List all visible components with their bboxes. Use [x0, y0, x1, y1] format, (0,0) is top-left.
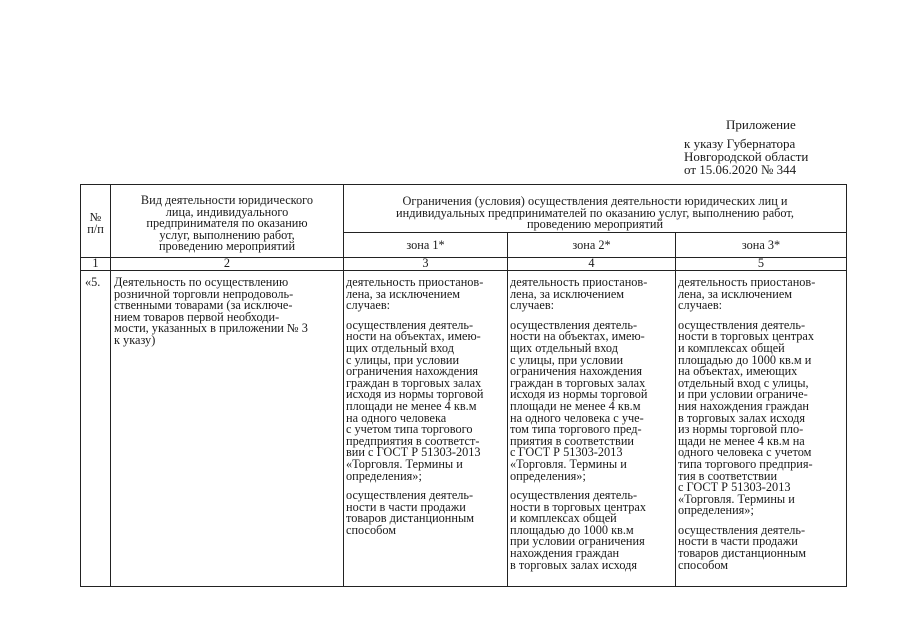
header-zone-3: зона 3*: [741, 238, 781, 252]
row-zone-1: деятельность приостанов- лена, за исключением случаев: осуществления деятель- ности на объектах, имею- щих отдельный вход с улицы, при условии ограничения нахождения граждан в торговых залах исходя из нормы торговой площади не менее 4 кв.м на одного человека с учетом типа торгового предприятия в соответст- вии с ГОСТ Р 51303-2013 «Торговля. Термины и определения»; осуществления деятель- ности в части продажи товаров дистанционным способом: [346, 275, 484, 537]
appendix-block: [684, 118, 808, 176]
row-activity: Деятельность по осуществлению розничной торговли непродоволь- ственными товарами (за исключе- нием товаров первой необходи- мости, указанных в приложении № 3 к указу): [114, 275, 308, 347]
row-number: «5.: [85, 275, 101, 289]
table-border-left: [80, 184, 81, 587]
table-border-bottom: [80, 586, 847, 587]
header-zone-1: зона 1*: [406, 238, 445, 252]
header-number: № п/п: [87, 210, 104, 236]
row-zone-3: деятельность приостанов- лена, за исключением случаев: осуществления деятель- ности в торговых центрах и комплексах общей площадью до 1000 кв.м и на объектах, имеющих отдельный вход с улицы, и при условии ограниче- ния нахождения граждан в торговых залах исходя из нормы торговой пло- щади не менее 4 кв.м на одного человека с учетом типа торгового предприя- тия в соответствии с ГОСТ Р 51303-2013 «Торговля. Термины и определения»; осуществления деятель- ности в части продажи товаров дистанционным способом: [678, 275, 816, 572]
restrictions-table: [80, 184, 847, 587]
appendix-line: от 15.06.2020 № 344: [684, 162, 797, 177]
table-rule: [80, 270, 847, 271]
table-border-right: [846, 184, 847, 587]
table-rule: [343, 232, 847, 233]
appendix-line: Новгородской области: [684, 149, 809, 164]
column-number: 4: [588, 256, 595, 270]
column-number: 3: [422, 256, 429, 270]
header-zone-2: зона 2*: [572, 238, 611, 252]
appendix-title: Приложение: [726, 117, 796, 132]
header-restrictions: Ограничения (условия) осуществления деятельности юридических лиц и индивидуальных предпринимателей по оказанию услуг, выполнению работ, проведению мероприятий: [396, 194, 794, 232]
row-zone-2: деятельность приостанов- лена, за исключением случаев: осуществления деятель- ности на объектах, имею- щих отдельный вход с улицы, при условии ограничения нахождения граждан в торговых залах исходя из нормы торговой площади не менее 4 кв.м на одного человека с уче- том типа торгового пред- приятия в соответствии с ГОСТ Р 51303-2013 «Торговля. Термины и определения»; осуществления деятель- ности в торговых центрах и комплексах общей площадью до 1000 кв.м при условии ограничения нахождения граждан в торговых залах исходя: [510, 275, 648, 572]
table-border-top: [80, 184, 847, 185]
column-number: 5: [757, 256, 765, 270]
appendix-line: к указу Губернатора: [684, 136, 796, 151]
header-activity: Вид деятельности юридического лица, индивидуального предпринимателя по оказанию услуг, выполнению работ, проведению мероприятий: [140, 193, 314, 254]
column-number: 2: [223, 256, 231, 270]
column-number: 1: [92, 256, 99, 270]
